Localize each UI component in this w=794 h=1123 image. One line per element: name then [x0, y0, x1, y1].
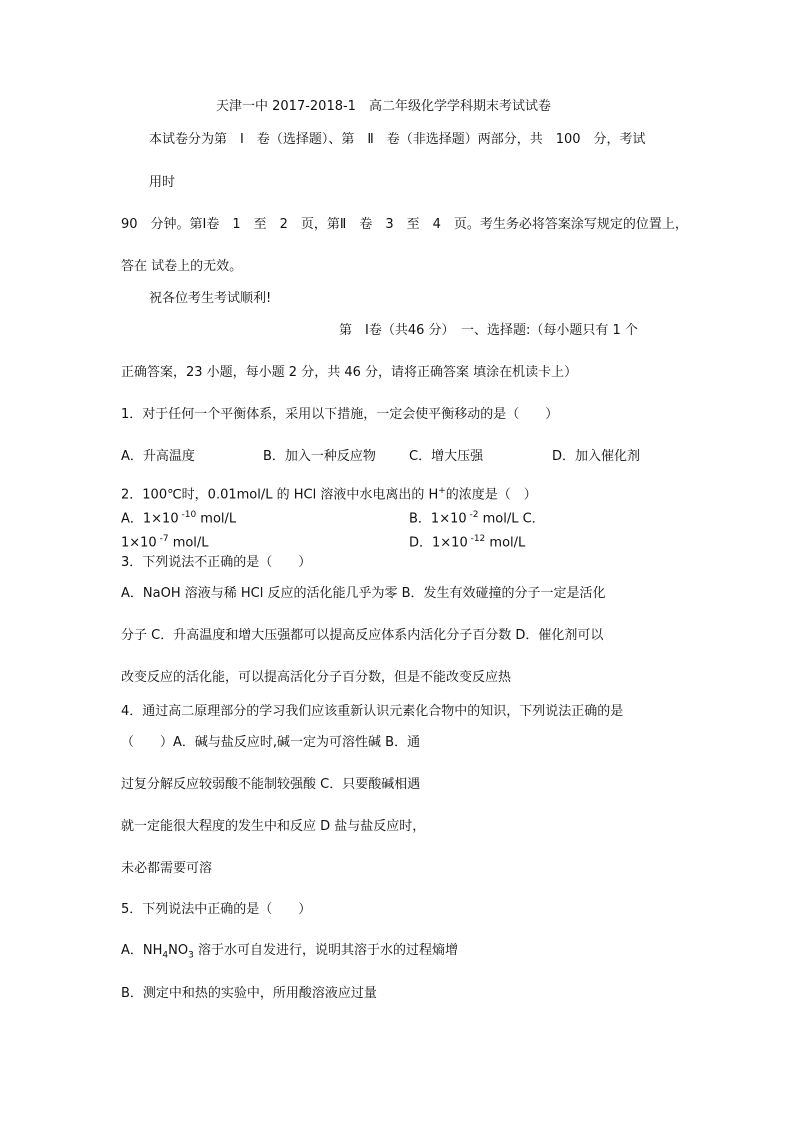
- question-4-line-2: （ ）A．碱与盐反应时,碱一定为可溶性碱 B．通: [121, 735, 421, 750]
- intro-line-1: 本试卷分为第 Ⅰ 卷（选择题）、第 Ⅱ 卷（非选择题）两部分，共 100 分，考试: [149, 132, 646, 147]
- question-1-option-d: D．加入催化剂: [552, 449, 641, 464]
- exam-title: 天津一中 2017-2018-1 高二年级化学学科期末考试试卷: [216, 99, 551, 114]
- intro-line-3: 90 分钟。第Ⅰ卷 1 至 2 页，第Ⅱ 卷 3 至 4 页。考生务必将答案涂写规定的位置上，: [121, 217, 688, 232]
- question-1-option-a: A．升高温度: [121, 449, 195, 464]
- section-heading: 第 Ⅰ卷（共46 分） 一、选择题:（每小题只有 1 个: [339, 323, 638, 338]
- question-5-option-b: B．测定中和热的实验中，所用酸溶液应过量: [121, 986, 377, 1001]
- question-2-stem: 2．100℃时，0.01mol/L 的 HCl 溶液中水电离出的 H+的浓度是（ ）: [121, 486, 537, 503]
- question-1-stem: 1．对于任何一个平衡体系，采用以下措施，一定会使平衡移动的是（ ）: [121, 407, 559, 422]
- question-4-line-5: 未必都需要可溶: [121, 861, 213, 876]
- question-3-stem: 3．下列说法不正确的是（ ）: [121, 555, 312, 570]
- question-2-option-c: 1×10 $^{-7}$ mol/L: [121, 534, 209, 551]
- question-4-line-3: 过复分解反应较弱酸不能制较强酸 C．只要酸碱相遇: [121, 777, 421, 792]
- question-3-line-1: A．NaOH 溶液与稀 HCl 反应的活化能几乎为零 B．发生有效碰撞的分子一定是活化: [121, 586, 606, 601]
- question-1-option-c: C．增大压强: [409, 449, 484, 464]
- wish-line: 祝各位考生考试顺利!: [149, 291, 272, 306]
- question-3-line-2: 分子 C．升高温度和增大压强都可以提高反应体系内活化分子百分数 D．催化剂可以: [121, 628, 604, 643]
- section-instructions: 正确答案，23 小题，每小题 2 分，共 46 分，请将正确答案 填涂在机读卡上）: [121, 365, 578, 380]
- question-2-option-a: A．1×10 $^{-10}$ mol/L: [121, 510, 237, 527]
- question-2-option-b: B．1×10 $^{-2}$ mol/L C．: [409, 510, 545, 527]
- intro-line-4: 答在 试卷上的无效。: [121, 259, 243, 274]
- intro-line-2: 用时: [149, 175, 176, 190]
- question-1-option-b: B．加入一种反应物: [263, 449, 376, 464]
- question-5-option-a: A．$NH_4NO_3$ 溶于水可自发进行，说明其溶于水的过程熵增: [121, 943, 458, 961]
- question-2-option-d: D．1×10 $^{-12}$ mol/L: [409, 534, 526, 551]
- question-3-line-3: 改变反应的活化能，可以提高活化分子百分数，但是不能改变反应热: [121, 670, 512, 685]
- question-4-line-4: 就一定能很大程度的发生中和反应 D 盐与盐反应时，: [121, 819, 426, 834]
- question-4-line-1: 4．通过高二原理部分的学习我们应该重新认识元素化合物中的知识，下列说法正确的是: [121, 704, 624, 719]
- question-5-stem: 5．下列说法中正确的是（ ）: [121, 902, 312, 917]
